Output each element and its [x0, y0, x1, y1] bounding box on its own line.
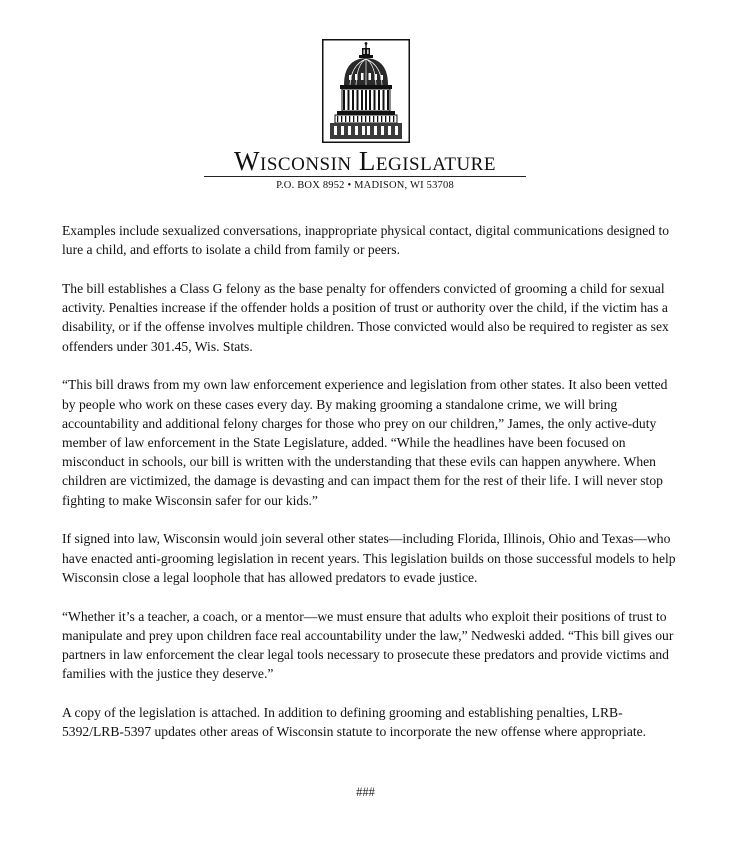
paragraph: If signed into law, Wisconsin would join several other states—including Florida, Illinois, Ohio and Texas—who have enacted anti-grooming legislation in recent years. This legislation builds on those successful models to help Wisconsin close a legal loophole that has allowed predators to evade justice.: [62, 531, 676, 585]
paragraph: A copy of the legislation is attached. In addition to defining grooming and establishing penalties, LRB-5392/LRB-5397 updates other areas of Wisconsin statute to incorporate the new offense where appropriate.: [62, 705, 647, 740]
press-release-body: [62, 221, 684, 761]
paragraph: Examples include sexualized conversations, inappropriate physical contact, digital communications designed to lure a child, and efforts to isolate a child from family or peers.: [62, 223, 670, 258]
paragraph: The bill establishes a Class G felony as the base penalty for offenders convicted of grooming a child for sexual activity. Penalties increase if the offender holds a position of trust or authority over the child, if the victim has a disability, or if the offense involves multiple children. Those convicted would also be required to register as sex offenders under 301.45, Wis. Stats.: [62, 281, 669, 354]
letterhead-divider: [204, 176, 526, 177]
paragraph: “Whether it’s a teacher, a coach, or a mentor—we must ensure that adults who exploit their positions of trust to manipulate and prey upon children face real accountability under the law,” Nedweski added. “This bill gives our partners in law enforcement the clear legal tools necessary to prosecute these predators and provide victims and families with the justice they deserve.”: [62, 608, 674, 682]
letterhead-title: Wisconsin Legislature: [234, 146, 496, 176]
letterhead: [0, 0, 731, 200]
paragraph: “This bill draws from my own law enforcement experience and legislation from other states. It also been vetted by people who work on these cases every day. By making grooming a standalone crime, we will bring accountability and additional felony charges for those who prey on our children,” James, the only active-duty member of law enforcement in the State Legislature, added. “While the headlines have been focused on misconduct in schools, our bill is written with the understanding that these evils can happen anywhere. When children are victimized, the damage is devasting and can impact them for the rest of their life. I will never stop fighting to make Wisconsin safer for our kids.”: [62, 377, 668, 508]
capitol-dome-icon: [322, 39, 410, 143]
letterhead-address: P.O. BOX 8952 • MADISON, WI 53708: [276, 180, 454, 191]
end-mark: ###: [356, 785, 375, 799]
